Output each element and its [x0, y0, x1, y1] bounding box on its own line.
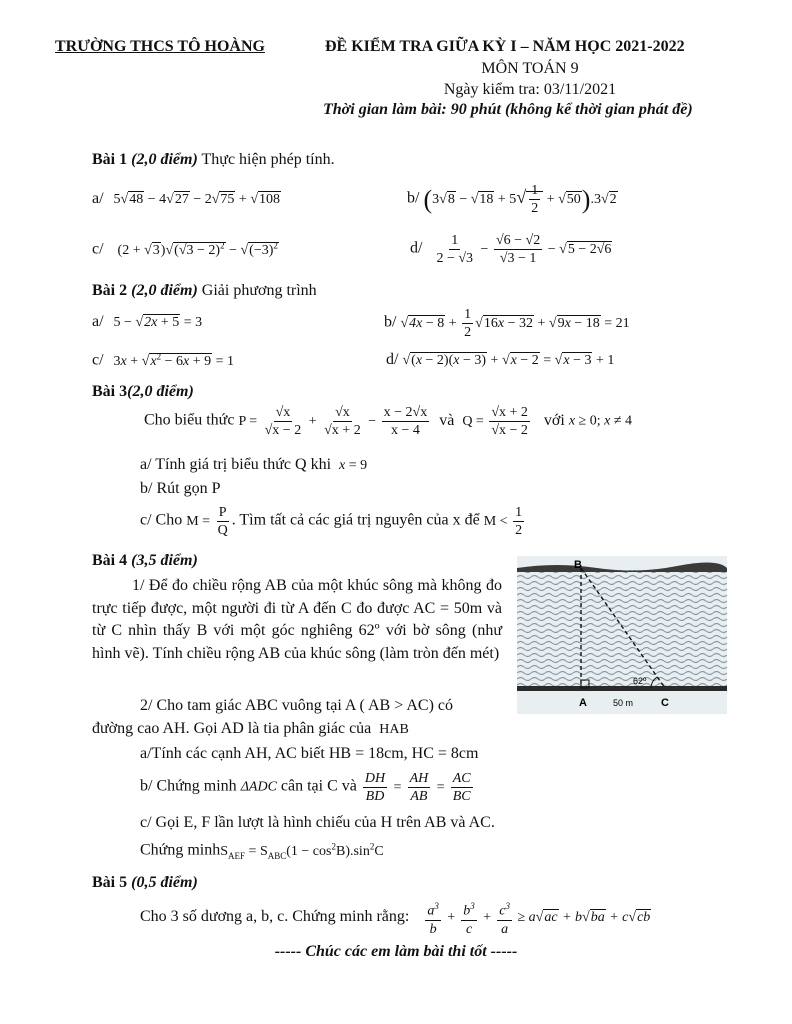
- bai1-a-label: a/: [92, 190, 104, 207]
- bai2-d: d/ √(x − 2)(x − 3) + √x − 2 = √x − 3 + 1: [386, 351, 615, 368]
- river-diagram: [517, 556, 727, 714]
- bai1-heading: [92, 151, 335, 169]
- exam-duration: Thời gian làm bài: 90 phút (không kể thời gian phát đề): [323, 101, 693, 118]
- bai2-title: Bài 2: [92, 282, 128, 299]
- bai1-b: b/ (3√8 − √18 + 5√ $\frac{1}{2}$ + √50).3√2: [407, 183, 617, 216]
- bai1-c: c/ $(2 + √3)√(√3 - 2)^2 - √(-3)^2$: [92, 240, 278, 258]
- bai2-b-label: b/: [384, 313, 397, 331]
- figure-label-a: A: [579, 697, 587, 709]
- bai1-points: (2,0 điểm): [131, 151, 198, 168]
- bai3-a: a/ Tính giá trị biểu thức Q khi x = 9: [140, 456, 368, 473]
- bai1-d-label: d/: [410, 239, 423, 257]
- bai4-heading: [92, 552, 198, 570]
- bai5-points: (0,5 điểm): [131, 874, 198, 891]
- bai2-b: b/ √4x − 8 + $\frac{1}{2}$ √16x − 32 + √9x − 18 = 21: [384, 307, 630, 340]
- bai2-a: a/ 5 − √2x + 5 = 3: [92, 313, 203, 330]
- bai3-b: b/ Rút gọn P: [140, 480, 221, 497]
- bai2-c-label: c/: [92, 351, 104, 369]
- bai4-title: Bài 4: [92, 552, 128, 569]
- figure-label-c: C: [661, 697, 669, 709]
- subject: MÔN TOÁN 9: [481, 60, 579, 77]
- bai3-with: với: [543, 411, 565, 429]
- angle-hab: HAB: [379, 722, 409, 737]
- bai3-c-suffix: . Tìm tất cả các giá trị nguyên của x để: [231, 511, 480, 529]
- bai4-2a: a/Tính các cạnh AH, AC biết HB = 18cm, HC = 8cm: [140, 745, 479, 762]
- bai2-c: c/ $3x + √x^2 - 6x + 9 = 1$: [92, 351, 235, 369]
- bai1-task: Thực hiện phép tính.: [201, 151, 335, 168]
- bai3-intro: Cho biểu thức: [144, 411, 235, 429]
- bai1-d: d/ $\frac{1}{2 - √3}$ − $\frac{√6 - √2}{√3 - 1}$ − √5 − 2√6: [410, 233, 612, 266]
- bai3-points: (2,0 điểm): [127, 383, 194, 400]
- bai1-title: Bài 1: [92, 151, 128, 168]
- school-name: TRƯỜNG THCS TÔ HOÀNG: [55, 38, 265, 55]
- bai4-part1: 1/ Để đo chiều rộng AB của một khúc sông mà không đo trực tiếp được, một người đi từ A đến C đo được AC = 50m và từ C nhìn thấy B với một góc nghiêng 62º với bờ sông (như hình vẽ). Tính chiều rộng AB của khúc sông (làm tròn đến mét): [92, 577, 502, 662]
- bai5-statement: Cho 3 số dương a, b, c. Chứng minh rằng: $\frac{a^3}{b}$ + $\frac{b^3}{c}$ + $\frac{c^3}{a}$ ≥ a√ac + b√ba + c√cb: [140, 898, 651, 938]
- bai3-heading: [92, 383, 194, 401]
- exam-title: ĐỀ KIỂM TRA GIỮA KỲ I – NĂM HỌC 2021-2022: [325, 38, 685, 55]
- bai2-heading: [92, 282, 317, 300]
- bai5-title: Bài 5: [92, 874, 128, 891]
- bai4-part2-line1: 2/ Cho tam giác ABC vuông tại A ( AB > AC) có: [140, 697, 454, 714]
- bai3-title: Bài 3: [92, 383, 128, 400]
- bai3-and: và: [439, 411, 455, 429]
- bai2-a-label: a/: [92, 313, 104, 330]
- bai2-points: (2,0 điểm): [131, 282, 198, 299]
- bai4-2b-prefix: b/ Chứng minh: [140, 777, 237, 795]
- bai2-d-label: d/: [386, 351, 399, 368]
- bai4-2c-prove: Chứng minhS$_{AEF}$ = $S_{ABC}(1 - \cos^2B).\sin^2C$: [140, 841, 384, 861]
- bai1-b-label: b/: [407, 189, 420, 207]
- bai4-points: (3,5 điểm): [131, 552, 198, 569]
- bai3-c: c/ Cho M = $\frac{P}{Q}$ . Tìm tất cả các giá trị nguyên của x để M < $\frac{1}{2}$: [140, 505, 523, 538]
- bai1-a: a/ 5√48 − 4√27 − 2√75 + √108: [92, 190, 281, 207]
- bai4-2b-mid: cân tại C và: [280, 777, 357, 795]
- footer-wish: ----- Chúc các em làm bài thi tốt -----: [274, 943, 518, 960]
- bai4-part2-line2-text: đường cao AH. Gọi AD là tia phân giác của: [92, 720, 372, 737]
- bai2-task: Giải phương trình: [201, 282, 317, 299]
- figure-distance: 50 m: [613, 698, 634, 708]
- bai4-2c: c/ Gọi E, F lần lượt là hình chiếu của H trên AB và AC.: [140, 814, 495, 831]
- figure-angle: 62º: [633, 676, 647, 686]
- bai4-2b: b/ Chứng minh ΔADC cân tại C và $\frac{DH}{BD}$ = $\frac{AH}{AB}$ = $\frac{AC}{BC}$: [140, 771, 471, 804]
- bai3-a-text: a/ Tính giá trị biểu thức Q khi: [140, 456, 332, 473]
- bai3-expression: Cho biểu thức P = $\frac{√x}{√x - 2}$ + $\frac{√x}{√x + 2}$ − $\frac{x - 2√x}{x - 4}$ và Q = $\frac{√x + 2}{√x - 2}$ với x ≥ 0; x ≠ 4: [144, 405, 633, 438]
- bai4-2c-prove-text: Chứng minh: [140, 841, 221, 859]
- bai1-c-label: c/: [92, 240, 104, 258]
- bai3-c-prefix: c/ Cho: [140, 511, 183, 529]
- bai5-task: Cho 3 số dương a, b, c. Chứng minh rằng:: [140, 908, 410, 926]
- bai5-heading: [92, 874, 198, 892]
- exam-date: Ngày kiểm tra: 03/11/2021: [443, 81, 617, 98]
- river-figure: [517, 556, 727, 714]
- bai4-part2-line2: [92, 720, 409, 738]
- figure-label-b: B: [574, 559, 582, 571]
